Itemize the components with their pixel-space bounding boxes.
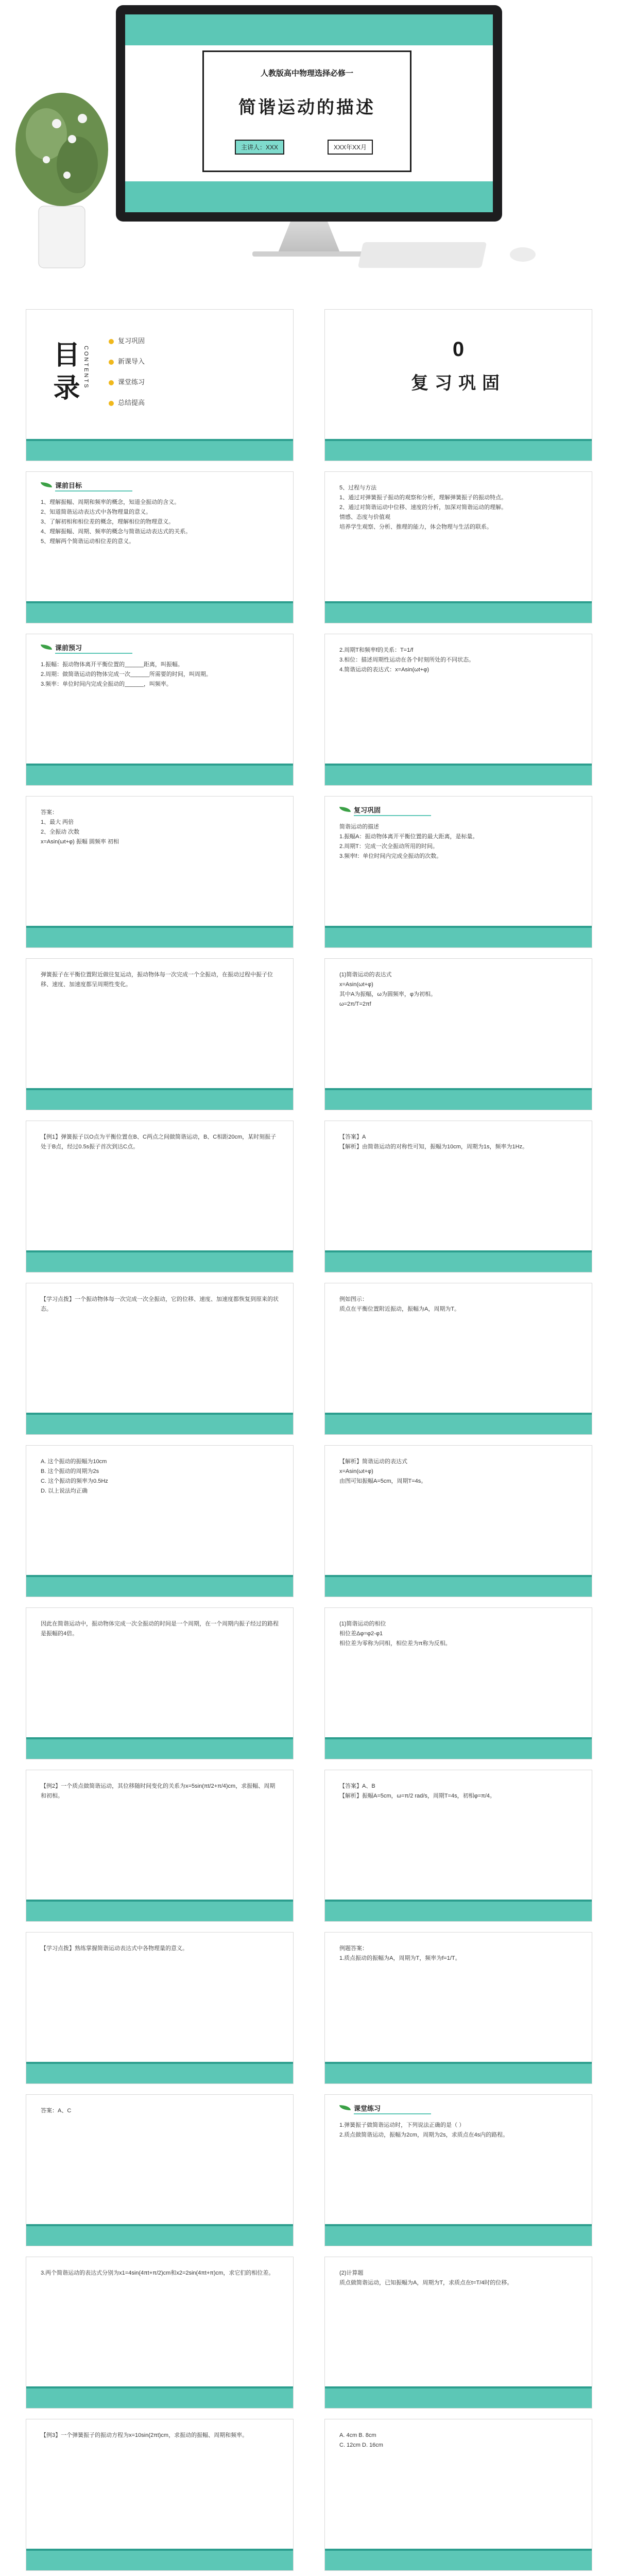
slide-bottom-band bbox=[325, 1252, 592, 1272]
content-slide bbox=[324, 1445, 592, 1597]
slide-bottom-band bbox=[26, 1902, 293, 1921]
content-slide bbox=[324, 2094, 592, 2246]
bullet-icon bbox=[109, 360, 114, 365]
slide-heading: 复习巩固 bbox=[354, 806, 381, 814]
slide-bottom-band bbox=[26, 441, 293, 461]
slide-bottom-band bbox=[26, 2064, 293, 2083]
slide-bottom-band bbox=[26, 2388, 293, 2408]
slide-body: 1.弹簧振子做简谐运动时，下列说法正确的是（ ） 2.质点做简谐运动，振幅为2cm，周期为2s，求质点在4s内的路程。 bbox=[339, 2122, 509, 2138]
slide-bottom-band bbox=[26, 1577, 293, 1597]
slide-bottom-band bbox=[325, 2551, 592, 2570]
content-slide bbox=[26, 471, 294, 623]
content-slide bbox=[26, 2257, 294, 2409]
slide-bottom-band bbox=[26, 2226, 293, 2246]
slide-bottom-band bbox=[26, 1090, 293, 1110]
content-slide bbox=[26, 1932, 294, 2084]
slide-body: A. 4cm B. 8cm C. 12cm D. 16cm bbox=[339, 2432, 383, 2448]
slide-body: 【例3】一个弹簧振子的振动方程为x=10sin(2πt)cm，求振动的振幅、周期和频率。 bbox=[41, 2432, 248, 2438]
content-slide bbox=[26, 2094, 294, 2246]
slide-body: 【例1】弹簧振子以O点为平衡位置在B、C两点之间做简谐运动，B、C相距20cm，某时刻振子处于B点，经过0.5s振子首次到达C点。 bbox=[41, 1134, 277, 1150]
monitor-stand bbox=[278, 222, 340, 252]
slide-bottom-band bbox=[325, 2064, 592, 2083]
slide-body: 因此在简谐运动中，振动物体完成一次全振动的时间是一个周期，在一个周期内振子经过的路程是振幅的4倍。 bbox=[41, 1621, 279, 1637]
heading-underline bbox=[55, 653, 132, 654]
slide-body: 答案：A、C bbox=[41, 2108, 72, 2114]
slide-body: (2)计算题 质点做简谐运动，已知振幅为A，周期为T，求质点在t=T/4时的位移。 bbox=[339, 2270, 513, 2286]
keyboard-decoration bbox=[358, 242, 487, 268]
slide-body: 弹簧振子在平衡位置附近做往复运动，振动物体每一次完成一个全振动，在振动过程中振子位移、速度、加速度都呈周期性变化。 bbox=[41, 972, 273, 988]
cover-presenter-tag: 主讲人：XXX bbox=[235, 140, 284, 155]
slide-body: 5、过程与方法 1、通过对弹簧振子振动的观察和分析，理解弹簧振子的振动特点。 2、通过对简谐运动中位移、速度的分析，加深对简谐运动的理解。 情感、态度与价值观 培养学生观察、分析、推理的能力，体会物理与生活的联系。 bbox=[339, 485, 507, 530]
toc-title: 目录 bbox=[49, 341, 79, 406]
section-title: 复习巩固 bbox=[411, 374, 506, 393]
slide-bottom-band bbox=[26, 2551, 293, 2570]
slide-bottom-band bbox=[325, 766, 592, 785]
toc-en: CONTENTS bbox=[83, 346, 89, 389]
cover-top-band bbox=[125, 14, 493, 45]
content-slide bbox=[324, 2419, 592, 2571]
slide-bottom-band bbox=[325, 1902, 592, 1921]
content-slide bbox=[324, 1121, 592, 1273]
cover-title: 简谐运动的描述 bbox=[238, 98, 375, 117]
slide-body: 【学习点拨】熟练掌握简谐运动表达式中各物理量的意义。 bbox=[41, 1945, 188, 1952]
monitor-base bbox=[252, 251, 366, 257]
slide-bottom-band bbox=[325, 2388, 592, 2408]
content-slide bbox=[324, 471, 592, 623]
slide-bottom-band bbox=[325, 928, 592, 947]
cover-subtitle: 人教版高中物理选择必修一 bbox=[260, 69, 353, 78]
slide-bottom-band bbox=[325, 1739, 592, 1759]
cover-date-tag: XXX年XX月 bbox=[328, 140, 373, 155]
leaf-icon bbox=[41, 645, 52, 650]
slide-body: 1.振幅：振动物体离开平衡位置的______距离，叫振幅。 2.周期：做简谐运动的物体完成一次______所需要的时间，叫周期。 3.频率：单位时间内完成全振动的______，叫频率。 bbox=[41, 662, 212, 687]
content-slide bbox=[26, 796, 294, 948]
content-slide bbox=[26, 958, 294, 1110]
slide-bottom-band bbox=[325, 1577, 592, 1597]
content-slide bbox=[324, 958, 592, 1110]
heading-underline bbox=[354, 815, 431, 816]
slide-bottom-band bbox=[325, 603, 592, 623]
content-slide bbox=[324, 796, 592, 948]
slide-heading: 课前预习 bbox=[55, 644, 82, 652]
section-slide bbox=[324, 309, 592, 461]
slide-body: 1、理解振幅、周期和频率的概念，知道全振动的含义。 2、知道简谐运动表达式中各物理量的意义。 3、了解初相和相位差的概念，理解相位的物理意义。 4、理解振幅、周期、频率的概念与简谐运动表达式的关系。 5、理解两个简谐运动相位差的意义。 bbox=[41, 499, 192, 545]
toc-item-label: 新课导入 bbox=[118, 358, 145, 365]
slide-body: 【解析】简谐运动的表达式 x=Asin(ωt+φ) 由图可知振幅A=5cm，周期T=4s。 bbox=[339, 1459, 427, 1484]
slide-body: (1)简谐运动的相位 相位差Δφ=φ2-φ1 相位差为零称为同相，相位差为π称为反相。 bbox=[339, 1621, 451, 1647]
slide-bottom-band bbox=[325, 1090, 592, 1110]
toc-slide bbox=[26, 309, 294, 461]
cover-bottom-band bbox=[125, 181, 493, 212]
leaf-icon bbox=[41, 482, 52, 487]
mouse-decoration bbox=[510, 247, 536, 262]
content-slide bbox=[26, 2419, 294, 2571]
toc-item-label: 总结提高 bbox=[118, 399, 145, 406]
hero-mockup bbox=[0, 0, 618, 281]
slide-bottom-band bbox=[26, 603, 293, 623]
slide-body: 3.两个简谐运动的表达式分别为x1=4sin(4πt+π/2)cm和x2=2sin(4πt+π)cm，求它们的相位差。 bbox=[41, 2270, 274, 2276]
leaf-icon bbox=[339, 807, 351, 812]
content-slide bbox=[26, 1283, 294, 1435]
toc-item[interactable] bbox=[109, 377, 145, 386]
monitor-frame bbox=[116, 5, 502, 222]
bullet-icon bbox=[109, 339, 114, 344]
slide-body: 【答案】A 【解析】由简谐运动的对称性可知，振幅为10cm，周期为1s，频率为1Hz。 bbox=[339, 1134, 528, 1150]
content-slide bbox=[324, 2257, 592, 2409]
slide-body: 例如图示： 质点在平衡位置附近振动，振幅为A，周期为T。 bbox=[339, 1296, 460, 1312]
slide-bottom-band bbox=[325, 1415, 592, 1434]
bullet-icon bbox=[109, 380, 114, 385]
content-slide bbox=[26, 1445, 294, 1597]
toc-item-label: 课堂练习 bbox=[118, 378, 145, 386]
content-slide bbox=[26, 1607, 294, 1759]
slide-bottom-band bbox=[26, 928, 293, 947]
cover-screen bbox=[125, 14, 493, 212]
heading-underline bbox=[55, 490, 132, 492]
slide-bottom-band bbox=[325, 2226, 592, 2246]
slide-bottom-band bbox=[26, 1415, 293, 1434]
slide-body: 2.周期T和频率f的关系：T=1/f 3.相位：描述周期性运动在各个时刻所处的不同状态。 4.简谐运动的表达式：x=Asin(ωt+φ) bbox=[339, 647, 475, 673]
toc-item[interactable] bbox=[109, 397, 145, 407]
toc-item[interactable] bbox=[109, 356, 145, 366]
slide-heading: 课堂练习 bbox=[354, 2105, 381, 2112]
toc-item[interactable] bbox=[109, 335, 145, 345]
content-slide bbox=[324, 1932, 592, 2084]
cover-card bbox=[202, 50, 411, 172]
plant-decoration bbox=[10, 77, 113, 273]
content-slide bbox=[26, 1770, 294, 1922]
leaf-icon bbox=[339, 2105, 351, 2110]
slide-body: 【学习点拨】一个振动物体每一次完成一次全振动，它的位移、速度、加速度都恢复到原来的状态。 bbox=[41, 1296, 279, 1312]
content-slide bbox=[26, 1121, 294, 1273]
slide-body: 例题答案： 1.质点振动的振幅为A，周期为T，频率为f=1/T。 bbox=[339, 1945, 461, 1961]
slide-bottom-band bbox=[26, 1252, 293, 1272]
content-slide bbox=[324, 1607, 592, 1759]
slide-body: (1)简谐运动的表达式 x=Asin(ωt+φ) 其中A为振幅，ω为圆频率，φ为初相。 ω=2π/T=2πf bbox=[339, 972, 437, 1007]
slide-body: A. 这个振动的振幅为10cm B. 这个振动的周期为2s C. 这个振动的频率为0.5Hz D. 以上说法均正确 bbox=[41, 1459, 108, 1494]
slide-bottom-band bbox=[26, 766, 293, 785]
content-slide bbox=[324, 1283, 592, 1435]
slide-body: 简谐运动的描述 1.振幅A：振动物体离开平衡位置的最大距离，是标量。 2.周期T：完成一次全振动所用的时间。 3.频率f：单位时间内完成全振动的次数。 bbox=[339, 824, 478, 859]
slide-bottom-band bbox=[26, 1739, 293, 1759]
section-number: 0 bbox=[452, 338, 465, 361]
toc-item-label: 复习巩固 bbox=[118, 337, 145, 345]
slide-bottom-band bbox=[325, 441, 592, 461]
bullet-icon bbox=[109, 401, 114, 406]
slide-heading: 课前目标 bbox=[55, 482, 82, 489]
slide-body: 【答案】A、B 【解析】振幅A=5cm，ω=π/2 rad/s，周期T=4s，初相φ=π/4。 bbox=[339, 1783, 495, 1799]
content-slide bbox=[26, 634, 294, 786]
slide-body: 【例2】一个质点做简谐运动，其位移随时间变化的关系为x=5sin(πt/2+π/4)cm，求振幅、周期和初相。 bbox=[41, 1783, 276, 1799]
heading-underline bbox=[354, 2113, 431, 2114]
slide-body: 答案： 1、最大 两倍 2、全振动 次数 x=Asin(ωt+φ) 振幅 圆频率 初相 bbox=[41, 809, 119, 845]
content-slide bbox=[324, 634, 592, 786]
content-slide bbox=[324, 1770, 592, 1922]
